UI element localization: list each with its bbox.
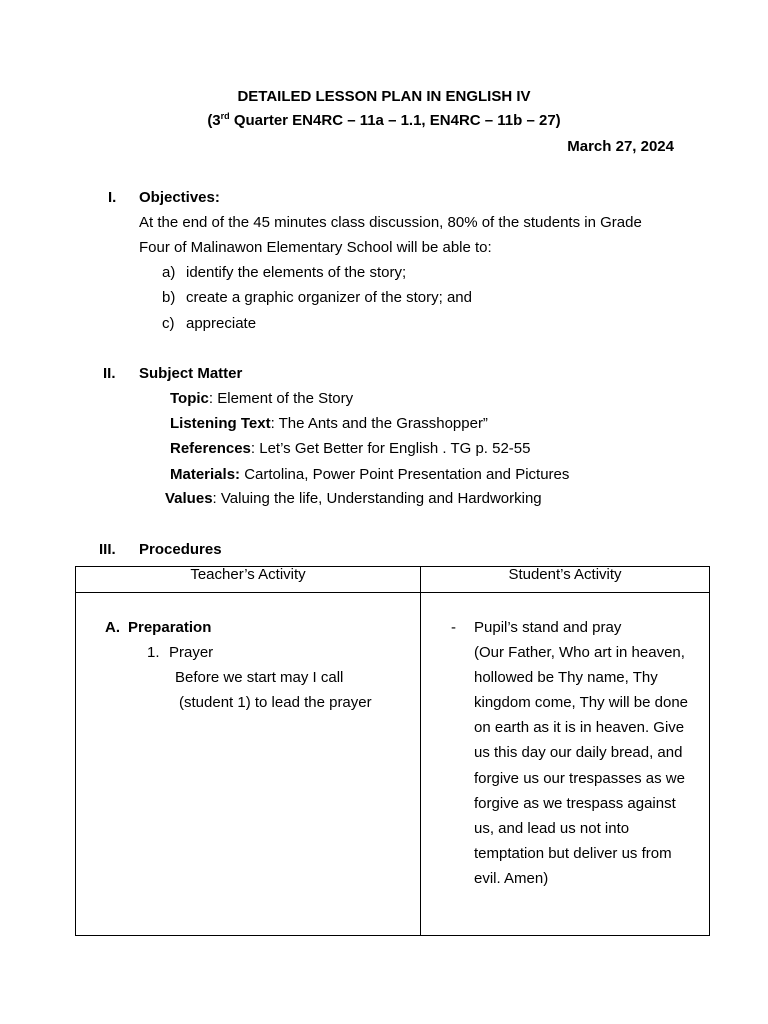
subject-field-values [165, 486, 542, 511]
field-separator: : [270, 415, 279, 432]
student-activity-header: Student’s Activity [421, 567, 710, 593]
field-label: Materials: [170, 466, 241, 483]
subtitle-superscript: rd [220, 111, 230, 121]
objectives-intro-line: At the end of the 45 minutes class discussion, 80% of the students in Grade [139, 214, 642, 231]
procedures-heading: Procedures [139, 541, 222, 558]
subject-field-listening-text [170, 411, 488, 436]
field-value: Valuing the life, Understanding and Hardworking [220, 490, 542, 507]
bullet-dash: - [451, 619, 456, 636]
student-activity-cell [421, 593, 710, 936]
teacher-activity-cell [76, 593, 421, 936]
teacher-line: Before we start may I call [175, 669, 344, 686]
objective-marker: b) [162, 289, 176, 306]
procedures-table [75, 566, 710, 936]
subject-matter-heading: Subject Matter [139, 365, 243, 382]
field-label: References [170, 440, 251, 457]
student-line: on earth as it is in heaven. Give [474, 719, 685, 736]
document-title: DETAILED LESSON PLAN IN ENGLISH IV [237, 88, 531, 105]
document-date: March 27, 2024 [567, 138, 674, 155]
subject-field-references [170, 436, 531, 461]
student-line: forgive us our trespasses as we [474, 770, 685, 787]
field-separator: : [250, 440, 260, 457]
student-line: temptation but deliver us from [474, 845, 672, 862]
student-line: evil. Amen) [474, 870, 549, 887]
objectives-intro-line: Four of Malinawon Elementary School will be able to: [139, 239, 492, 256]
field-separator: : [208, 390, 218, 407]
section-marker: A. [105, 619, 120, 636]
objective-item: appreciate [186, 315, 257, 332]
table-row [76, 593, 710, 936]
field-value: Cartolina, Power Point Presentation and Pictures [244, 466, 570, 483]
subject-field-topic [170, 386, 353, 411]
teacher-activity-header: Teacher’s Activity [76, 567, 421, 593]
field-value: Element of the Story [217, 390, 354, 407]
field-label: Topic [170, 390, 209, 407]
objective-item: identify the elements of the story; [186, 264, 407, 281]
field-value: The Ants and the Grasshopper” [278, 415, 488, 432]
student-line: us this day our daily bread, and [474, 744, 683, 761]
objective-marker: a) [162, 264, 176, 281]
teacher-line: (student 1) to lead the prayer [179, 694, 372, 711]
objective-item: create a graphic organizer of the story; and [186, 289, 472, 306]
subject-field-materials [170, 462, 569, 487]
subtitle-prefix: (3 [207, 112, 221, 129]
step-title: Prayer [169, 644, 214, 661]
student-line: forgive as we trespass against [474, 795, 676, 812]
document-subtitle [0, 108, 768, 133]
student-line: Pupil’s stand and pray [474, 619, 622, 636]
student-line: us, and lead us not into [474, 820, 630, 837]
subject-matter-numeral: II. [103, 365, 116, 382]
subtitle-rest: Quarter EN4RC – 11a – 1.1, EN4RC – 11b – 27) [229, 112, 561, 129]
field-label: Listening Text [170, 415, 271, 432]
field-value: Let’s Get Better for English . TG p. 52-55 [259, 440, 531, 457]
student-line: hollowed be Thy name, Thy [474, 669, 658, 686]
section-title: Preparation [128, 619, 212, 636]
objectives-heading: Objectives: [139, 189, 220, 206]
step-marker: 1. [147, 644, 160, 661]
field-separator: : [212, 490, 221, 507]
procedures-numeral: III. [99, 541, 116, 558]
student-line: (Our Father, Who art in heaven, [474, 644, 685, 661]
field-label: Values [165, 490, 213, 507]
objective-marker: c) [162, 315, 175, 332]
student-line: kingdom come, Thy will be done [474, 694, 688, 711]
table-header-row [76, 567, 710, 593]
objectives-numeral: I. [108, 189, 117, 206]
